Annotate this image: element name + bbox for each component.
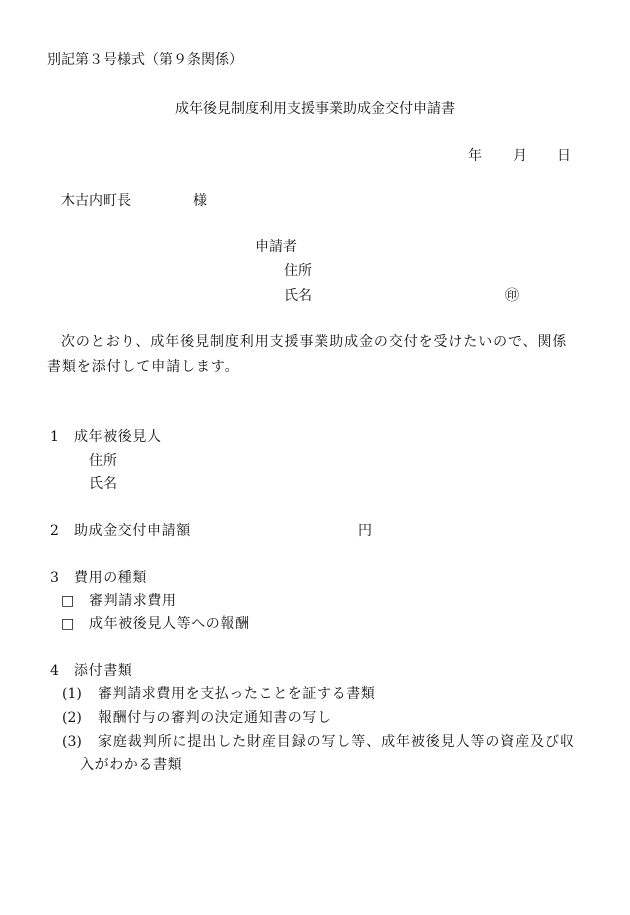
list-item-number: (3) <box>62 734 82 750</box>
statement-line-2: 書類を添付して申請します。 <box>47 359 240 375</box>
list-item-number: (2) <box>62 710 82 726</box>
date-year-label: 年 <box>468 148 482 164</box>
addressee-honorific: 様 <box>193 193 207 209</box>
section-heading: 成年被後見人 <box>74 429 162 445</box>
list-item-number: (1) <box>62 686 82 702</box>
section-heading: 助成金交付申請額 <box>74 523 191 539</box>
date-day-label: 日 <box>557 148 571 164</box>
section-number: 3 <box>50 570 59 586</box>
list-item-text-continued: 入がわかる書類 <box>80 757 183 773</box>
list-item-text: 報酬付与の審判の決定通知書の写し <box>98 710 332 726</box>
ward-name-label: 氏名 <box>89 476 117 492</box>
section-number: 2 <box>50 523 59 539</box>
document-title: 成年後見制度利用支援事業助成金交付申請書 <box>175 101 455 117</box>
checkbox-icon: □ <box>61 593 75 609</box>
checkbox-icon: □ <box>61 616 75 632</box>
option-label: 成年被後見人等への報酬 <box>89 616 250 632</box>
ward-address-label: 住所 <box>89 453 117 469</box>
option-label: 審判請求費用 <box>89 593 177 609</box>
section-heading: 添付書類 <box>74 663 133 679</box>
form-label: 別記第３号様式（第９条関係） <box>47 52 243 68</box>
seal-mark: ㊞ <box>505 288 519 304</box>
applicant-heading: 申請者 <box>255 239 297 255</box>
amount-unit: 円 <box>358 523 372 539</box>
section-number: 1 <box>50 429 59 445</box>
applicant-name-label: 氏名 <box>284 288 312 304</box>
addressee-name: 木古内町長 <box>61 193 131 209</box>
section-number: 4 <box>50 663 59 679</box>
list-item-text: 家庭裁判所に提出した財産目録の写し等、成年被後見人等の資産及び収 <box>98 734 575 750</box>
list-item-text: 審判請求費用を支払ったことを証する書類 <box>98 686 376 702</box>
applicant-address-label: 住所 <box>284 263 312 279</box>
section-heading: 費用の種類 <box>74 570 147 586</box>
statement-line-1: 次のとおり、成年後見制度利用支援事業助成金の交付を受けたいので、関係 <box>61 334 568 350</box>
date-month-label: 月 <box>513 148 527 164</box>
